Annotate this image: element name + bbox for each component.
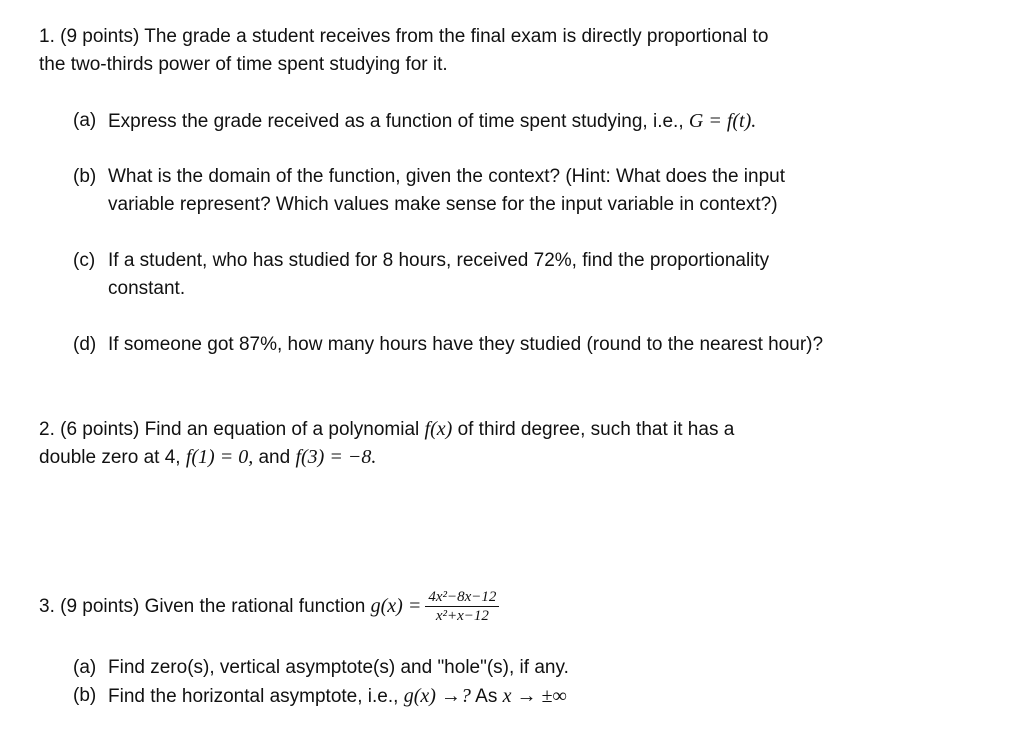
q3-fraction [425, 588, 499, 625]
q1-line1: 1. (9 points) The grade a student receives from the final exam is directly proportional to [39, 26, 769, 47]
q1b-line2: variable represent? Which values make sense for the input variable in context?) [108, 194, 778, 215]
q1b-label: (b) [73, 166, 97, 187]
q3b-limit: x → ±∞ [502, 685, 567, 707]
q3-denominator: x²+x−12 [435, 608, 489, 625]
q1-line2: the two-thirds power of time spent studying for it. [39, 54, 448, 75]
q3b-text: Find the horizontal asymptote, i.e., [108, 686, 399, 707]
q2-and: and [258, 447, 291, 468]
q1d-text: If someone got 87%, how many hours have they studied (round to the nearest hour)? [108, 334, 824, 355]
q3b-label: (b) [73, 685, 97, 706]
q3b-line [108, 682, 567, 711]
q3a-text: Find zero(s), vertical asymptote(s) and "hole"(s), if any. [108, 657, 569, 678]
q3-prefix: 3. (9 points) Given the rational function [39, 596, 366, 617]
q3-gx: g(x) = [370, 595, 422, 617]
q1d-label: (d) [73, 334, 97, 355]
q1a-text: Express the grade received as a function of time spent studying, i.e., [108, 111, 684, 132]
q2-fx: f(x) [424, 418, 453, 440]
q1a-math: G = f(t). [688, 110, 757, 132]
q2-prefix: 2. (6 points) Find an equation of a polynomial [39, 419, 420, 440]
q2-f3: f(3) = −8. [295, 446, 377, 468]
q3b-math: g(x) →? [403, 685, 471, 707]
q1b-line1: What is the domain of the function, given the context? (Hint: What does the input [108, 166, 785, 187]
q3b-as: As [475, 686, 498, 707]
q3-numerator: 4x²−8x−12 [425, 588, 499, 607]
q1a-label: (a) [73, 110, 97, 131]
q2-line1 [39, 415, 734, 444]
q1a-line [108, 107, 756, 136]
q2-line2-prefix: double zero at 4, [39, 447, 181, 468]
q2-suffix: of third degree, such that it has a [457, 419, 735, 440]
q2-line2 [39, 443, 376, 472]
q3-line1 [39, 584, 499, 629]
q1c-label: (c) [73, 250, 96, 271]
q1c-line2: constant. [108, 278, 186, 299]
q1c-line1: If a student, who has studied for 8 hours, received 72%, find the proportionality [108, 250, 770, 271]
q2-f1: f(1) = 0, [185, 446, 254, 468]
q3a-label: (a) [73, 657, 97, 678]
